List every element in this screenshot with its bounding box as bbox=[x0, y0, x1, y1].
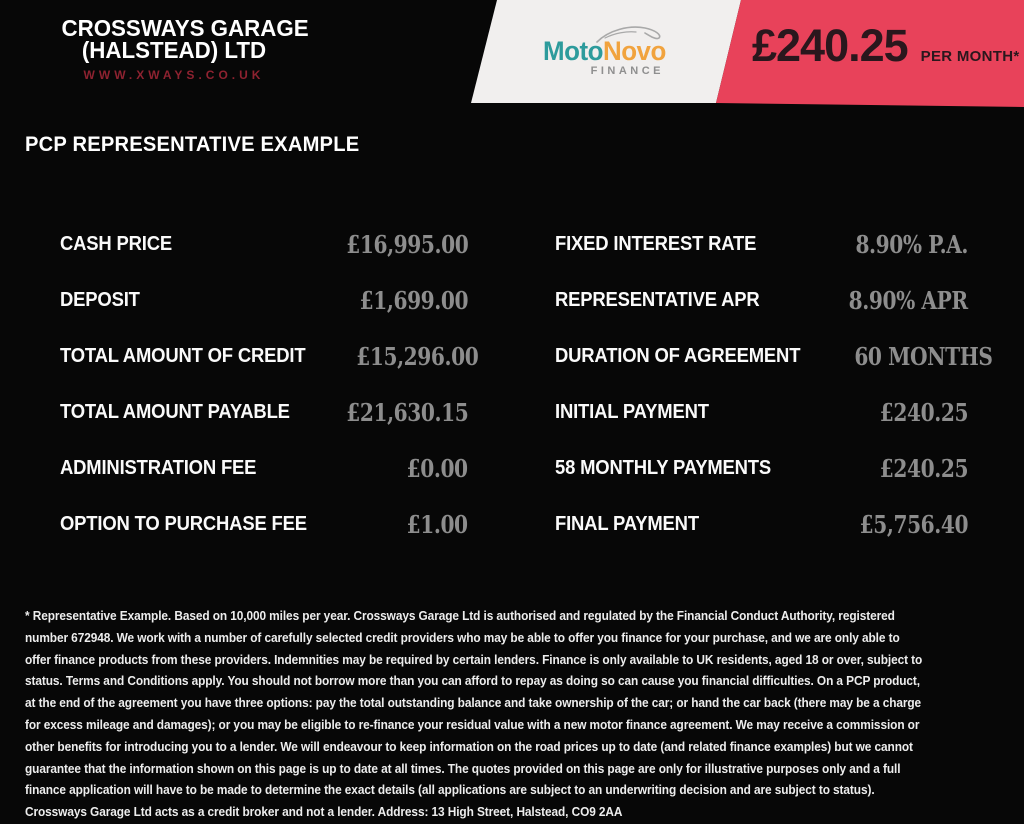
finance-value: 60 MONTHS bbox=[853, 341, 993, 371]
finance-value: £1.00 bbox=[406, 509, 468, 539]
finance-row-initial-payment bbox=[555, 384, 968, 440]
disclaimer-text: * Representative Example. Based on 10,000 miles per year. Crossways Garage Ltd is authorised and regulated by the Financial Conduct Authority, registered number 672948. We work with a number of carefully selected credit providers who may be able to offer you finance for your purchase, and we are only able to offer finance products from these providers. Indemnities may be required by certain lenders. Finance is only available to UK residents, aged 18 or over, subject to status. Terms and Conditions apply. You should not borrow more than you can afford to repay as doing so can cause you financial difficulties. On a PCP product, at the end of the agreement you have three options: pay the total outstanding balance and take ownership of the car; or hand the car back (there may be a charge for excess mileage and damages); or you may be eligible to re-finance your residual value with a new motor finance agreement. We may receive a commission or other benefits for introducing you to a lender. We will endeavour to keep information on the road prices up to date (and related finance examples) but we cannot guarantee that the information shown on this page is up to date at all times. The quotes provided on this page are only for illustrative purposes only and a full finance application will have to be made to determine the exact details (all applications are subject to an underwriting decision and are subject to status). Crossways Garage Ltd acts as a credit broker and not a lender. Address: 13 High Street, Halstead, CO9 2AA bbox=[25, 609, 923, 820]
finance-label: OPTION TO PURCHASE FEE bbox=[60, 512, 307, 535]
finance-row-total-credit bbox=[60, 328, 479, 384]
finance-label: DEPOSIT bbox=[60, 288, 140, 311]
finance-value: 8.90% P.A. bbox=[855, 229, 968, 259]
finance-row-final-payment bbox=[555, 496, 968, 552]
finance-row-cash-price bbox=[60, 216, 468, 272]
dealer-logo bbox=[58, 15, 309, 82]
motonovo-moto-text: Moto bbox=[543, 36, 603, 66]
finance-value: £240.25 bbox=[879, 453, 968, 483]
finance-label: REPRESENTATIVE APR bbox=[555, 288, 760, 311]
monthly-price-amount: £240.25 bbox=[752, 20, 908, 71]
finance-label: CASH PRICE bbox=[60, 232, 172, 255]
finance-value: 8.90% APR bbox=[848, 285, 968, 315]
motonovo-wordmark bbox=[543, 36, 666, 66]
finance-label: 58 MONTHLY PAYMENTS bbox=[555, 456, 771, 479]
finance-row-admin-fee bbox=[60, 440, 468, 496]
finance-row-monthly-payments bbox=[555, 440, 968, 496]
finance-label: TOTAL AMOUNT PAYABLE bbox=[60, 400, 290, 423]
motonovo-novo-text: Novo bbox=[602, 36, 666, 66]
finance-label: FIXED INTEREST RATE bbox=[555, 232, 757, 255]
finance-value: £0.00 bbox=[406, 453, 468, 483]
monthly-price-banner bbox=[752, 20, 1020, 72]
header-banner bbox=[0, 0, 1024, 110]
finance-row-deposit bbox=[60, 272, 468, 328]
finance-label: DURATION OF AGREEMENT bbox=[555, 344, 801, 367]
dealer-website-url: WWW.XWAYS.CO.UK bbox=[83, 68, 265, 82]
finance-value: £5,756.40 bbox=[859, 509, 968, 539]
finance-label: INITIAL PAYMENT bbox=[555, 400, 709, 423]
dealer-name-line2: (HALSTEAD) LTD bbox=[81, 37, 267, 63]
dealer-name-line1: CROSSWAYS GARAGE bbox=[61, 15, 309, 41]
motonovo-finance-subtitle: FINANCE bbox=[590, 65, 664, 77]
finance-table bbox=[0, 216, 1024, 556]
finance-column-right bbox=[555, 216, 993, 552]
finance-row-interest-rate bbox=[555, 216, 968, 272]
monthly-price-period: PER MONTH* bbox=[920, 48, 1020, 65]
finance-row-purchase-fee bbox=[60, 496, 468, 552]
finance-value: £21,630.15 bbox=[345, 397, 468, 427]
finance-value: £15,296.00 bbox=[355, 341, 479, 371]
finance-label: ADMINISTRATION FEE bbox=[60, 456, 257, 479]
finance-label: TOTAL AMOUNT OF CREDIT bbox=[60, 344, 306, 367]
finance-value: £16,995.00 bbox=[345, 229, 468, 259]
finance-value: £1,699.00 bbox=[359, 285, 468, 315]
page-title: PCP REPRESENTATIVE EXAMPLE bbox=[25, 133, 360, 156]
motonovo-logo bbox=[543, 38, 668, 77]
finance-row-total-payable bbox=[60, 384, 468, 440]
finance-row-apr bbox=[555, 272, 968, 328]
finance-column-left bbox=[60, 216, 479, 552]
finance-value: £240.25 bbox=[879, 397, 968, 427]
finance-row-duration bbox=[555, 328, 993, 384]
finance-label: FINAL PAYMENT bbox=[555, 512, 699, 535]
